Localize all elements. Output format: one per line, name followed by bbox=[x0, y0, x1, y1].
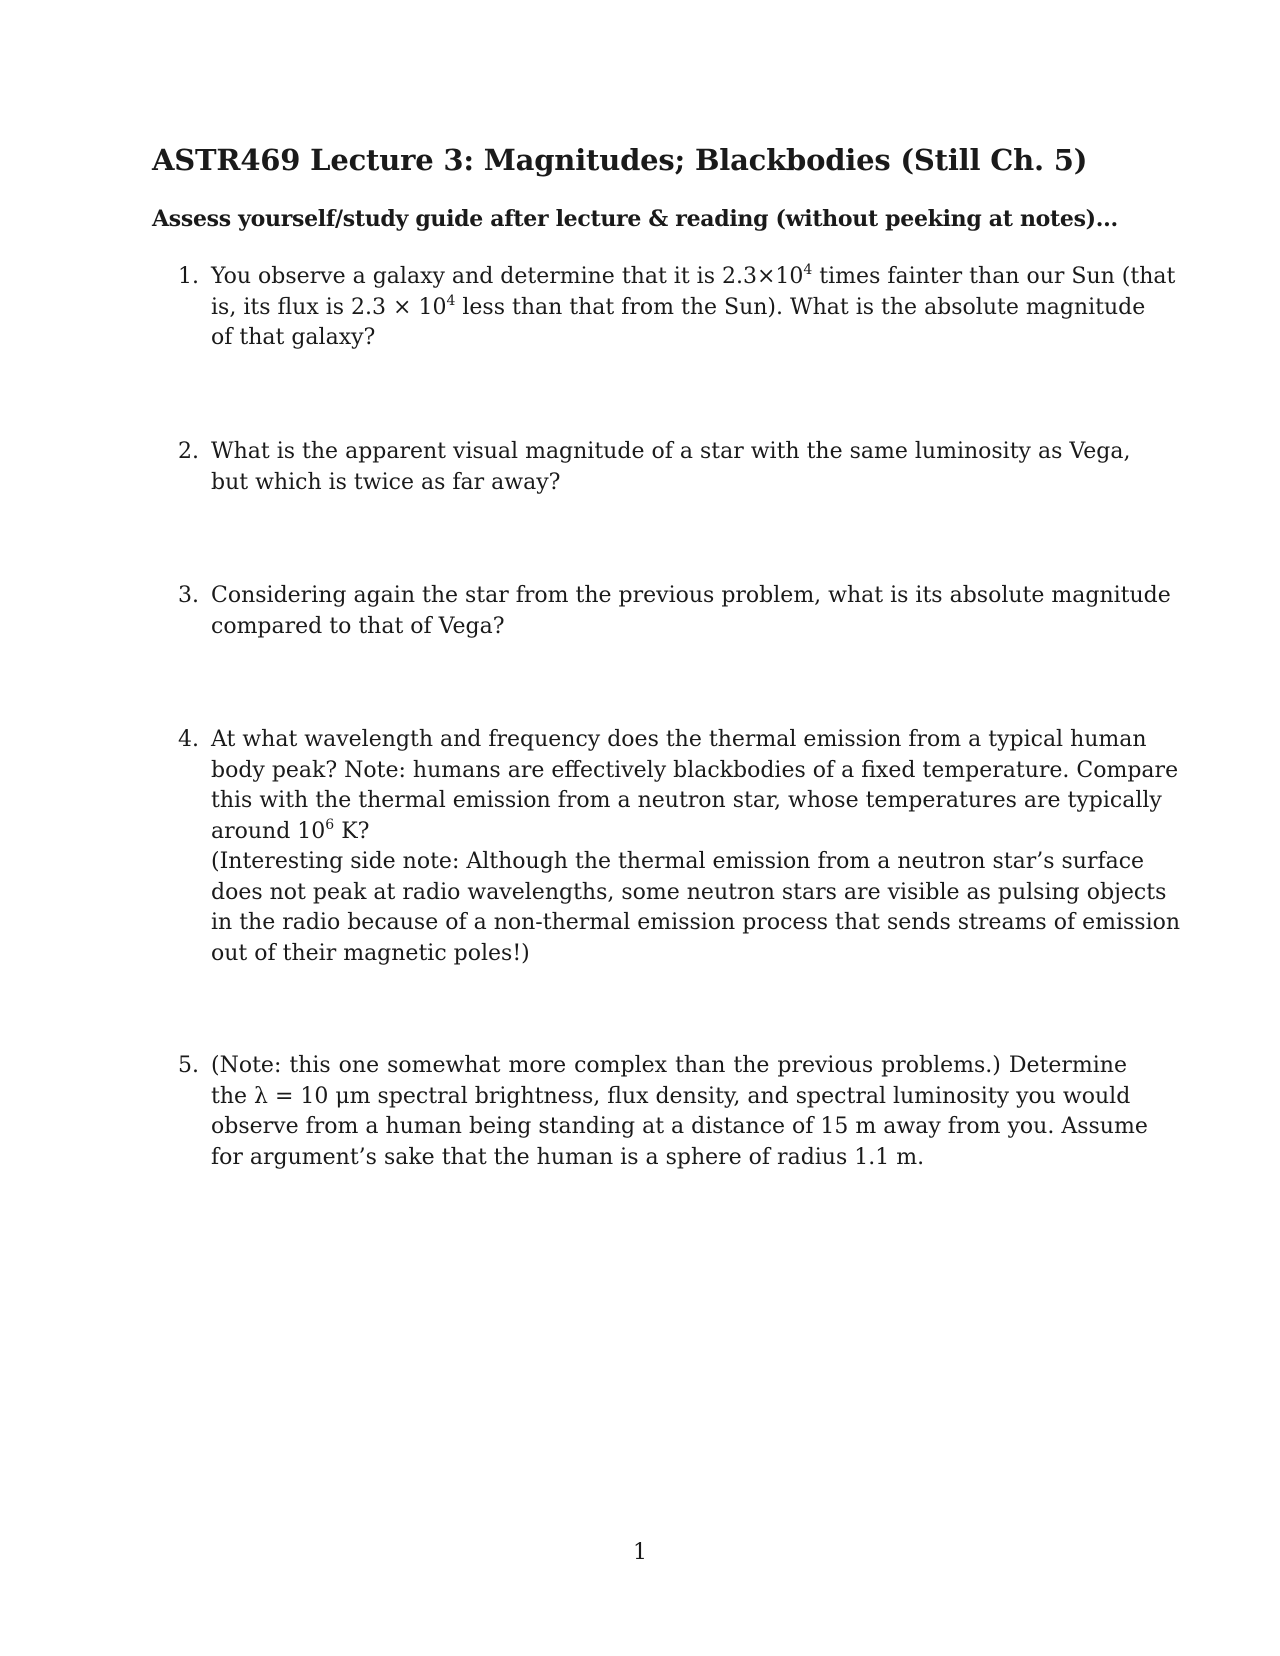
text-run: times fainter than our Sun (that bbox=[812, 264, 1176, 289]
problem-line: out of their magnetic poles!) bbox=[211, 940, 530, 966]
problem-1 bbox=[152, 262, 1176, 354]
problem-number: 5. bbox=[178, 1053, 199, 1078]
problem-2 bbox=[152, 437, 1131, 498]
problem-number: 4. bbox=[178, 727, 199, 752]
exponent: 6 bbox=[325, 816, 335, 833]
problem-text bbox=[211, 1051, 1148, 1173]
problem-line: of that galaxy? bbox=[211, 325, 376, 350]
problem-line: (Note: this one somewhat more complex than the previous problems.) Determine bbox=[211, 1053, 1127, 1078]
problem-5 bbox=[152, 1051, 1148, 1173]
problem-line: (Interesting side note: Although the thermal emission from a neutron star’s surface bbox=[211, 849, 1145, 874]
problem-line: does not peak at radio wavelengths, some neutron stars are visible as pulsing objects bbox=[211, 879, 1167, 905]
problem-line: observe from a human being standing at a distance of 15 m away from you. Assume bbox=[211, 1114, 1148, 1139]
problem-line: this with the thermal emission from a neutron star, whose temperatures are typically bbox=[211, 788, 1162, 813]
problem-line: for argument’s sake that the human is a sphere of radius 1.1 m. bbox=[211, 1144, 925, 1170]
problem-line: compared to that of Vega? bbox=[211, 613, 505, 639]
text-run: is, its flux is 2.3 × 10 bbox=[211, 294, 447, 320]
page-number: 1 bbox=[633, 1540, 647, 1565]
problem-line: in the radio because of a non-thermal emission process that sends streams of emission bbox=[211, 910, 1181, 935]
problem-text bbox=[211, 437, 1131, 498]
problem-line: the λ = 10 μm spectral brightness, flux density, and spectral luminosity you would bbox=[211, 1083, 1131, 1109]
problem-4 bbox=[152, 725, 1181, 969]
problem-line: but which is twice as far away? bbox=[211, 469, 561, 495]
page-title: ASTR469 Lecture 3: Magnitudes; Blackbodies (Still Ch. 5) bbox=[152, 143, 1088, 177]
problem-text bbox=[211, 262, 1176, 354]
exponent: 4 bbox=[446, 292, 456, 309]
problem-text bbox=[211, 725, 1181, 969]
problem-line bbox=[211, 262, 1176, 293]
problem-line: At what wavelength and frequency does the thermal emission from a typical human bbox=[211, 727, 1147, 752]
problem-line: body peak? Note: humans are effectively blackbodies of a fixed temperature. Compare bbox=[211, 757, 1179, 783]
text-run: less than that from the Sun). What is the absolute magnitude bbox=[455, 294, 1146, 320]
problem-number: 1. bbox=[178, 264, 199, 289]
problem-line bbox=[211, 817, 1127, 848]
problem-number: 3. bbox=[178, 583, 199, 608]
text-run: You observe a galaxy and determine that it is 2.3×10 bbox=[211, 264, 804, 289]
study-guide-heading: Assess yourself/study guide after lecture & reading (without peeking at notes)... bbox=[152, 206, 1118, 232]
problem-text bbox=[211, 581, 1171, 642]
problem-line: Considering again the star from the previous problem, what is its absolute magnitude bbox=[211, 583, 1171, 608]
text-run: K? bbox=[334, 818, 370, 844]
problem-line bbox=[211, 292, 1146, 324]
problem-number: 2. bbox=[178, 439, 199, 464]
exponent: 4 bbox=[803, 262, 813, 278]
problem-line: What is the apparent visual magnitude of a star with the same luminosity as Vega, bbox=[211, 439, 1131, 464]
problem-3 bbox=[152, 581, 1171, 642]
text-run: around 10 bbox=[211, 818, 326, 844]
